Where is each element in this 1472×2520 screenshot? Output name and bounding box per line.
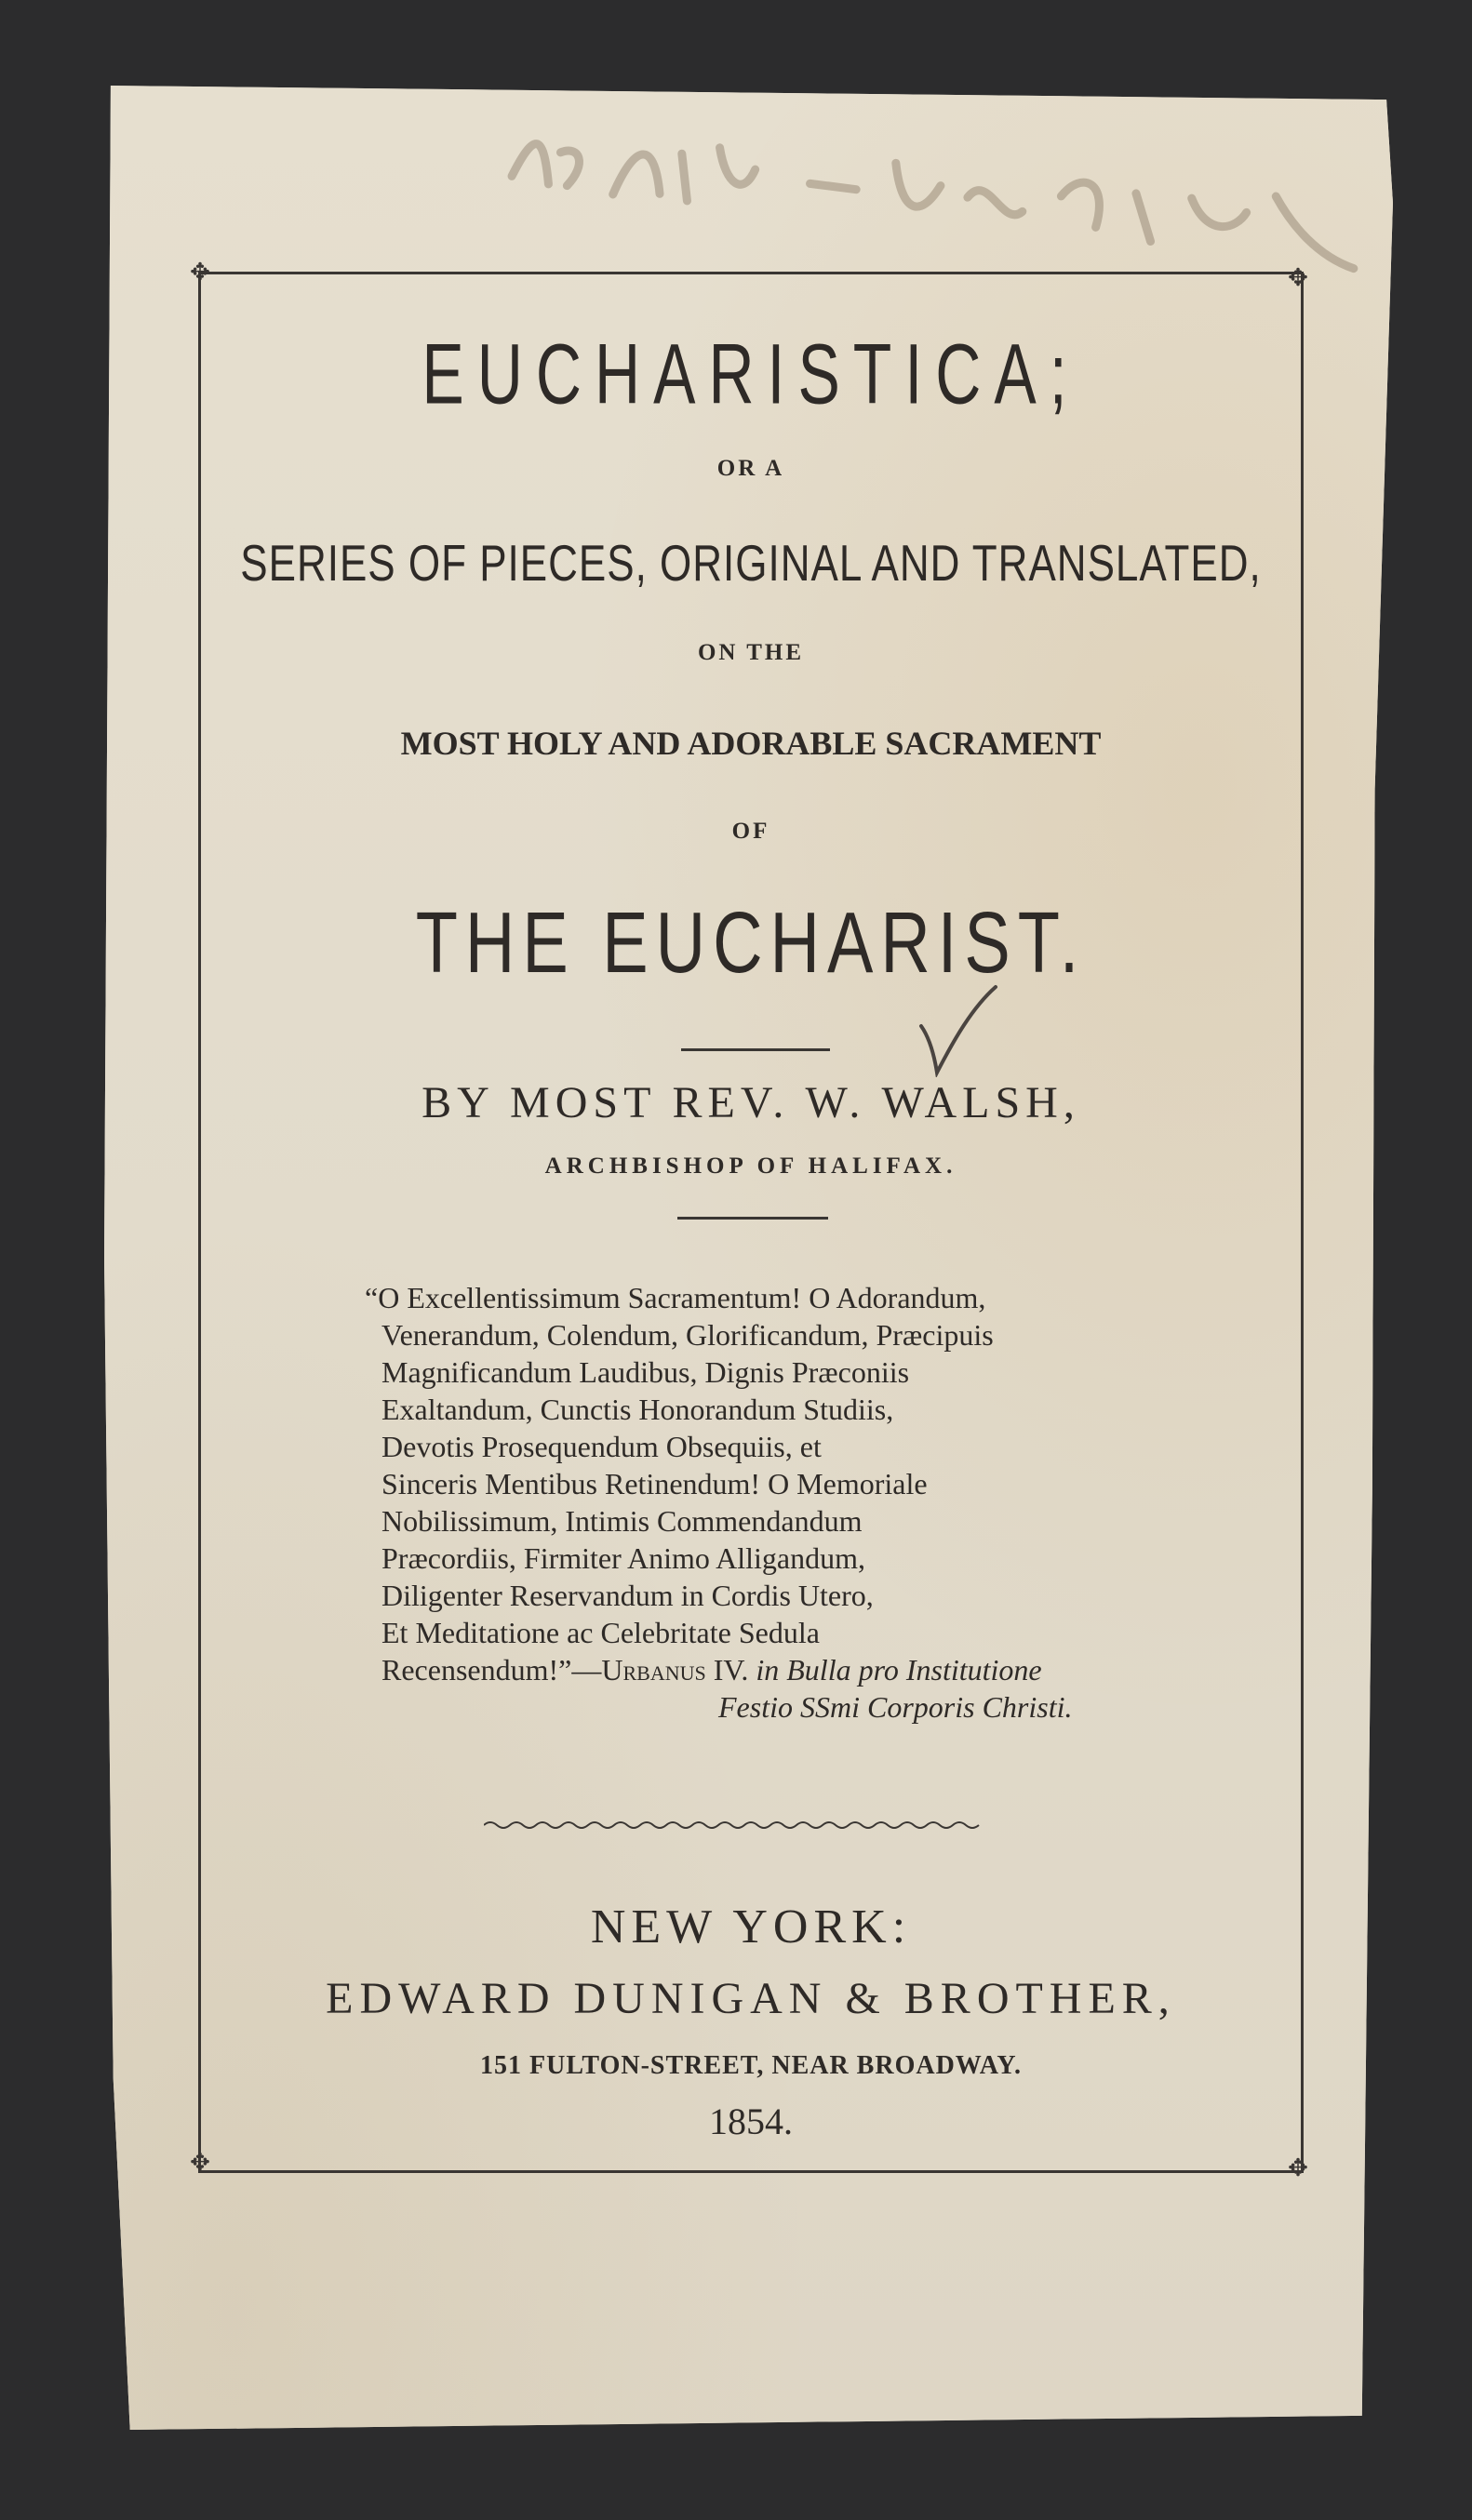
quote-line: “O Excellentissimum Sacramentum! O Adorandum,	[365, 1281, 986, 1314]
quote-line: Sinceris Mentibus Retinendum! O Memoriale	[381, 1467, 928, 1500]
quote-attribution-name: Urbanus	[601, 1653, 706, 1687]
quote-line: Et Meditatione ac Celebritate Sedula	[381, 1616, 820, 1649]
main-title: THE EUCHARIST.	[415, 894, 1087, 991]
publication-year: 1854.	[709, 2100, 793, 2142]
on-the-line: ON THE	[697, 640, 805, 665]
quote-line: Devotis Prosequendum Obsequiis, et	[381, 1430, 822, 1463]
latin-quote	[365, 1279, 1277, 1726]
wavy-rule-icon	[484, 1816, 986, 1834]
short-rule-top	[681, 1048, 830, 1051]
publisher-name: EDWARD DUNIGAN & BROTHER,	[326, 1974, 1176, 2023]
quote-line: Exaltandum, Cunctis Honorandum Studiis,	[381, 1393, 894, 1426]
quote-line: Nobilissimum, Intimis Commendandum	[381, 1504, 863, 1538]
of-line: OF	[731, 819, 770, 844]
subtitle-series: SERIES OF PIECES, ORIGINAL AND TRANSLATED,	[240, 535, 1262, 593]
corner-ornament-icon: ✥	[1288, 2154, 1308, 2182]
quote-line: Præcordiis, Firmiter Animo Alligandum,	[381, 1541, 865, 1575]
corner-ornament-icon: ✥	[1288, 264, 1308, 292]
most-holy-line: MOST HOLY AND ADORABLE SACRAMENT	[400, 725, 1102, 762]
corner-ornament-icon: ✥	[190, 2149, 210, 2177]
quote-line-last	[365, 1651, 1277, 1688]
or-a-line: OR A	[716, 456, 785, 481]
quote-line: Venerandum, Colendum, Glorificandum, Præcipuis	[381, 1318, 994, 1352]
publication-city: NEW YORK:	[590, 1900, 912, 1953]
corner-ornament-icon: ✥	[190, 259, 210, 287]
quote-attribution-italic: in Bulla pro Institutione	[748, 1653, 1042, 1687]
quote-attribution-line2: Festio SSmi Corporis Christi.	[718, 1690, 1073, 1724]
author-line: BY MOST REV. W. WALSH,	[422, 1078, 1080, 1127]
publisher-address: 151 FULTON-STREET, NEAR BROADWAY.	[480, 2051, 1022, 2080]
book-title: EUCHARISTICA;	[422, 327, 1080, 422]
quote-last-text: Recensendum!”—	[381, 1653, 602, 1687]
checkmark-icon	[917, 984, 1000, 1077]
quote-line: Diligenter Reservandum in Cordis Utero,	[381, 1579, 874, 1612]
author-title: ARCHBISHOP OF HALIFAX.	[544, 1153, 957, 1179]
quote-attribution-number: IV.	[705, 1653, 749, 1687]
short-rule-bottom	[677, 1217, 828, 1220]
quote-line: Magnificandum Laudibus, Dignis Præconiis	[381, 1355, 910, 1389]
